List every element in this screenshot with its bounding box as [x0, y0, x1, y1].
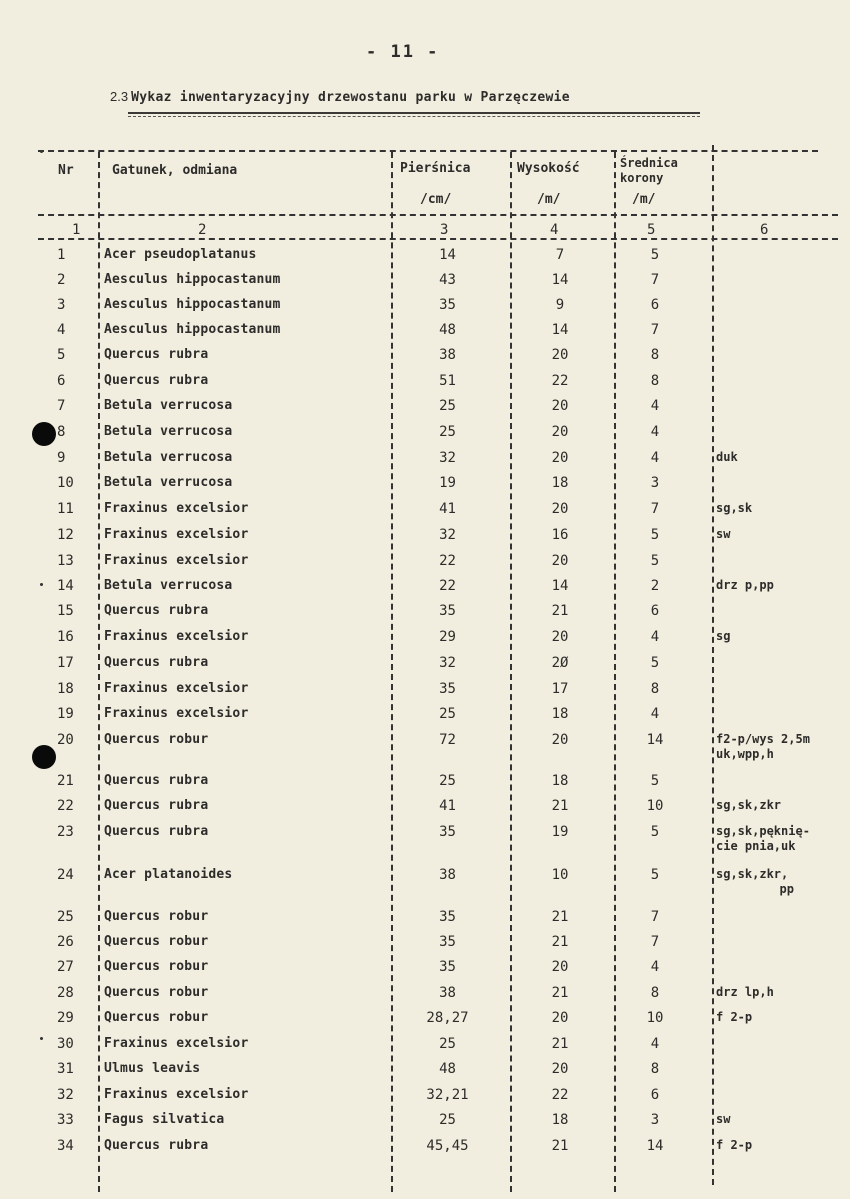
- row-number: 5: [57, 347, 66, 363]
- species-name: Quercus rubra: [104, 603, 209, 618]
- crown-diameter-value: 4: [650, 959, 660, 975]
- notes-value: sg,sk,pęknię-: [716, 824, 810, 838]
- row-number: 10: [57, 475, 74, 491]
- row-number: 18: [57, 681, 74, 697]
- species-name: Aesculus hippocastanum: [104, 322, 281, 337]
- species-name: Fraxinus excelsior: [104, 527, 249, 542]
- height-value: 20: [551, 732, 569, 748]
- circumference-value: 22: [439, 553, 456, 569]
- notes-value: sw: [716, 527, 731, 541]
- species-name: Ulmus leavis: [104, 1061, 201, 1076]
- species-name: Quercus robur: [104, 934, 209, 949]
- height-value: 18: [551, 773, 569, 789]
- table-title: [110, 86, 710, 105]
- crown-diameter-value: 5: [650, 655, 660, 671]
- row-number: 25: [57, 909, 74, 925]
- header-bottom-rule: [38, 214, 838, 216]
- column-number-6: 6: [760, 222, 769, 238]
- notes-value: sg,sk: [716, 501, 753, 515]
- crown-diameter-value: 5: [650, 824, 660, 840]
- species-name: Acer platanoides: [104, 867, 233, 882]
- height-value: 14: [551, 578, 569, 594]
- row-number: 28: [57, 985, 74, 1001]
- crown-diameter-value: 4: [650, 398, 660, 414]
- crown-diameter-value: 14: [646, 1138, 664, 1154]
- species-name: Quercus rubra: [104, 347, 209, 362]
- species-name: Fraxinus excelsior: [104, 1087, 249, 1102]
- row-number: 33: [57, 1112, 74, 1128]
- circumference-value: 41: [439, 798, 456, 814]
- height-value: 20: [551, 347, 569, 363]
- row-number: 2: [57, 272, 66, 288]
- crown-diameter-value: 8: [650, 985, 660, 1001]
- height-value: 9: [555, 297, 565, 313]
- row-number: 22: [57, 798, 74, 814]
- row-number: 16: [57, 629, 74, 645]
- species-name: Betula verrucosa: [104, 475, 233, 490]
- height-value: 20: [551, 424, 569, 440]
- header-circumference: Pierśnica: [400, 161, 471, 176]
- row-number: 24: [57, 867, 74, 883]
- height-value: 20: [551, 959, 569, 975]
- column-number-1: 1: [72, 222, 81, 238]
- height-value: 20: [551, 501, 569, 517]
- crown-diameter-value: 8: [650, 347, 660, 363]
- species-name: Betula verrucosa: [104, 450, 233, 465]
- circumference-value: 48: [439, 1061, 456, 1077]
- row-number: 3: [57, 297, 66, 313]
- crown-diameter-value: 6: [650, 603, 660, 619]
- row-number: 23: [57, 824, 74, 840]
- punch-hole-bottom: [32, 745, 56, 769]
- circumference-value: 35: [439, 297, 456, 313]
- notes-value: drz p,pp: [716, 578, 774, 592]
- circumference-value: 25: [439, 1112, 456, 1128]
- height-value: 20: [551, 450, 569, 466]
- title-underline-dashed: [128, 116, 700, 117]
- notes-value: duk: [716, 450, 738, 464]
- height-value: 2Ø: [551, 655, 569, 671]
- header-height-unit: /m/: [537, 192, 561, 207]
- height-value: 21: [551, 985, 569, 1001]
- row-number: 4: [57, 322, 66, 338]
- circumference-value: 32: [439, 655, 456, 671]
- notes-value: f 2-p: [716, 1010, 753, 1024]
- crown-diameter-value: 8: [650, 373, 660, 389]
- circumference-value: 25: [439, 1036, 456, 1052]
- row-number: 31: [57, 1061, 74, 1077]
- species-name: Quercus robur: [104, 959, 209, 974]
- circumference-value: 72: [439, 732, 456, 748]
- notes-value: drz lp,h: [716, 985, 774, 999]
- species-name: Quercus robur: [104, 732, 209, 747]
- table-top-rule: [38, 150, 818, 152]
- height-value: 22: [551, 373, 569, 389]
- crown-diameter-value: 10: [646, 798, 664, 814]
- crown-diameter-value: 5: [650, 247, 660, 263]
- notes-value-continued: pp: [779, 882, 794, 896]
- header-species: Gatunek, odmiana: [112, 163, 238, 178]
- height-value: 20: [551, 629, 569, 645]
- header-crown: Średnica korony: [620, 156, 678, 185]
- species-name: Aesculus hippocastanum: [104, 297, 281, 312]
- height-value: 19: [551, 824, 569, 840]
- circumference-value: 32: [439, 450, 456, 466]
- height-value: 22: [551, 1087, 569, 1103]
- crown-diameter-value: 3: [650, 475, 660, 491]
- circumference-value: 43: [439, 272, 456, 288]
- col-divider-5: [712, 145, 714, 1185]
- crown-diameter-value: 4: [650, 629, 660, 645]
- circumference-value: 25: [439, 424, 456, 440]
- species-name: Aesculus hippocastanum: [104, 272, 281, 287]
- species-name: Quercus rubra: [104, 773, 209, 788]
- notes-value: sg,sk,zkr: [716, 798, 782, 812]
- row-number: 19: [57, 706, 74, 722]
- species-name: Fraxinus excelsior: [104, 501, 249, 516]
- species-name: Quercus robur: [104, 1010, 209, 1025]
- row-number: 7: [57, 398, 66, 414]
- crown-diameter-value: 5: [650, 553, 660, 569]
- species-name: Fraxinus excelsior: [104, 629, 249, 644]
- species-name: Quercus rubra: [104, 798, 209, 813]
- circumference-value: 48: [439, 322, 456, 338]
- circumference-value: 35: [439, 824, 456, 840]
- notes-value-continued: uk,wpp,h: [716, 747, 774, 761]
- page-number: - 11 -: [366, 42, 440, 62]
- circumference-value: 51: [439, 373, 456, 389]
- header-crown-unit: /m/: [632, 192, 656, 207]
- row-number: 15: [57, 603, 74, 619]
- circumference-value: 25: [439, 706, 456, 722]
- height-value: 20: [551, 1010, 569, 1026]
- circumference-value: 35: [439, 909, 456, 925]
- row-number: 6: [57, 373, 66, 389]
- species-name: Quercus rubra: [104, 655, 209, 670]
- crown-diameter-value: 7: [650, 934, 660, 950]
- crown-diameter-value: 14: [646, 732, 664, 748]
- colnum-bottom-rule: [38, 238, 838, 240]
- circumference-value: 38: [439, 867, 456, 883]
- species-name: Quercus rubra: [104, 824, 209, 839]
- height-value: 18: [551, 475, 569, 491]
- crown-diameter-value: 5: [650, 773, 660, 789]
- crown-diameter-value: 7: [650, 322, 660, 338]
- height-value: 10: [551, 867, 569, 883]
- row-number: 21: [57, 773, 74, 789]
- circumference-value: 25: [439, 398, 456, 414]
- circumference-value: 19: [439, 475, 456, 491]
- punch-hole-top: [32, 422, 56, 446]
- crown-diameter-value: 4: [650, 424, 660, 440]
- row-number: 8: [57, 424, 66, 440]
- crown-diameter-value: 8: [650, 1061, 660, 1077]
- height-value: 14: [551, 272, 569, 288]
- species-name: Fraxinus excelsior: [104, 681, 249, 696]
- crown-diameter-value: 3: [650, 1112, 660, 1128]
- notes-value: f2-p/wys 2,5m: [716, 732, 810, 746]
- circumference-value: 25: [439, 773, 456, 789]
- crown-diameter-value: 10: [646, 1010, 664, 1026]
- row-number: 27: [57, 959, 74, 975]
- height-value: 17: [551, 681, 569, 697]
- crown-diameter-value: 8: [650, 681, 660, 697]
- crown-diameter-value: 4: [650, 450, 660, 466]
- crown-diameter-value: 4: [650, 706, 660, 722]
- circumference-value: 29: [439, 629, 456, 645]
- species-name: Betula verrucosa: [104, 424, 233, 439]
- notes-value: sw: [716, 1112, 731, 1126]
- crown-diameter-value: 7: [650, 909, 660, 925]
- height-value: 20: [551, 553, 569, 569]
- header-circumference-unit: /cm/: [420, 192, 452, 207]
- height-value: 14: [551, 322, 569, 338]
- row-number: 34: [57, 1138, 74, 1154]
- row-number: 14: [57, 578, 74, 594]
- notes-value-continued: cie pnia,uk: [716, 839, 796, 853]
- crown-diameter-value: 7: [650, 272, 660, 288]
- row-number: 17: [57, 655, 74, 671]
- circumference-value: 35: [439, 681, 456, 697]
- crown-diameter-value: 2: [650, 578, 660, 594]
- species-name: Betula verrucosa: [104, 578, 233, 593]
- column-number-5: 5: [647, 222, 656, 238]
- row-number: 30: [57, 1036, 74, 1052]
- height-value: 20: [551, 1061, 569, 1077]
- crown-diameter-value: 5: [650, 527, 660, 543]
- row-number: 1: [57, 247, 66, 263]
- circumference-value: 35: [439, 959, 456, 975]
- circumference-value: 35: [439, 603, 456, 619]
- height-value: 21: [551, 934, 569, 950]
- circumference-value: 32,21: [426, 1087, 469, 1103]
- crown-diameter-value: 7: [650, 501, 660, 517]
- circumference-value: 45,45: [426, 1138, 469, 1154]
- height-value: 18: [551, 1112, 569, 1128]
- row-number: 11: [57, 501, 74, 517]
- circumference-value: 38: [439, 347, 456, 363]
- species-name: Quercus rubra: [104, 373, 209, 388]
- species-name: Betula verrucosa: [104, 398, 233, 413]
- height-value: 21: [551, 1036, 569, 1052]
- row-number: 20: [57, 732, 74, 748]
- circumference-value: 41: [439, 501, 456, 517]
- notes-value: f 2-p: [716, 1138, 753, 1152]
- column-number-2: 2: [198, 222, 207, 238]
- species-name: Quercus robur: [104, 909, 209, 924]
- circumference-value: 32: [439, 527, 456, 543]
- height-value: 21: [551, 603, 569, 619]
- height-value: 16: [551, 527, 569, 543]
- species-name: Fraxinus excelsior: [104, 553, 249, 568]
- crown-diameter-value: 6: [650, 1087, 660, 1103]
- col-divider-1: [98, 152, 100, 1192]
- species-name: Acer pseudoplatanus: [104, 247, 257, 262]
- circumference-value: 28,27: [426, 1010, 469, 1026]
- species-name: Fagus silvatica: [104, 1112, 225, 1127]
- notes-value: sg: [716, 629, 731, 643]
- row-number: 26: [57, 934, 74, 950]
- height-value: 18: [551, 706, 569, 722]
- height-value: 21: [551, 798, 569, 814]
- circumference-value: 14: [439, 247, 456, 263]
- species-name: Fraxinus excelsior: [104, 706, 249, 721]
- header-nr: Nr: [58, 163, 74, 178]
- title-text: Wykaz inwentaryzacyjny drzewostanu parku w Parzęczewie: [131, 90, 570, 105]
- species-name: Quercus robur: [104, 985, 209, 1000]
- height-value: 21: [551, 1138, 569, 1154]
- height-value: 21: [551, 909, 569, 925]
- row-number: 29: [57, 1010, 74, 1026]
- header-height: Wysokość: [517, 161, 580, 176]
- height-value: 20: [551, 398, 569, 414]
- height-value: 7: [555, 247, 565, 263]
- circumference-value: 22: [439, 578, 456, 594]
- margin-speck: [40, 583, 43, 586]
- title-underline: [128, 112, 700, 114]
- margin-speck: [40, 1037, 43, 1040]
- circumference-value: 38: [439, 985, 456, 1001]
- row-number: 9: [57, 450, 66, 466]
- row-number: 32: [57, 1087, 74, 1103]
- crown-diameter-value: 4: [650, 1036, 660, 1052]
- margin-speck: [40, 150, 43, 153]
- crown-diameter-value: 5: [650, 867, 660, 883]
- crown-diameter-value: 6: [650, 297, 660, 313]
- circumference-value: 35: [439, 934, 456, 950]
- species-name: Quercus rubra: [104, 1138, 209, 1153]
- column-number-3: 3: [440, 222, 449, 238]
- title-number: 2.3: [110, 89, 129, 104]
- column-number-4: 4: [550, 222, 559, 238]
- row-number: 13: [57, 553, 74, 569]
- row-number: 12: [57, 527, 74, 543]
- species-name: Fraxinus excelsior: [104, 1036, 249, 1051]
- notes-value: sg,sk,zkr,: [716, 867, 789, 881]
